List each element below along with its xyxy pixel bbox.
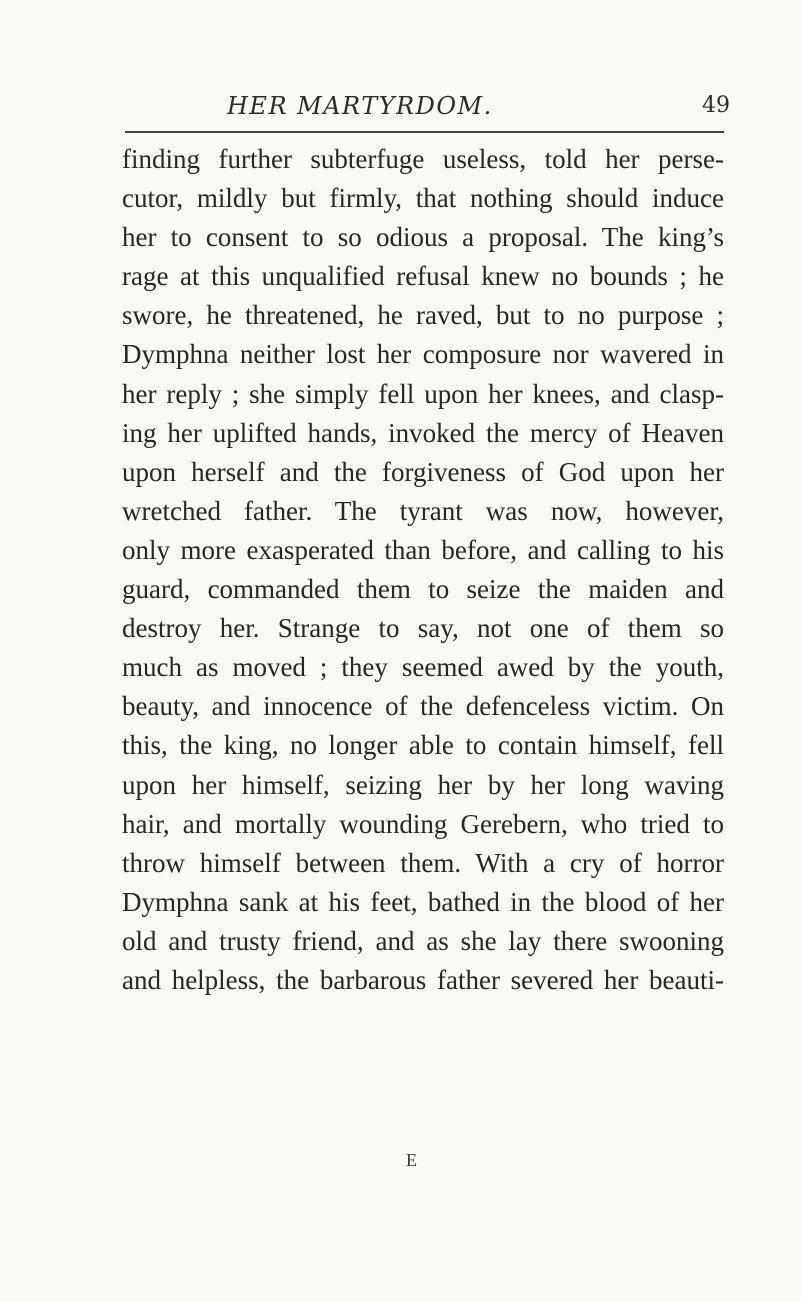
text-line: her reply ; she simply fell upon her knees, and clasp- <box>122 378 724 409</box>
body-text <box>122 140 724 1000</box>
signature-mark: E <box>406 1150 417 1170</box>
text-line: her to consent to so odious a proposal. The king’s <box>122 222 724 253</box>
text-line: wretched father. The tyrant was now, however, <box>122 495 724 526</box>
text-line: throw himself between them. With a cry of horror <box>122 847 724 878</box>
page-number: 49 <box>702 93 730 118</box>
text-line: rage at this unqualified refusal knew no bounds ; he <box>122 261 724 292</box>
text-line: upon her himself, seizing her by her long waving <box>122 769 724 800</box>
text-line: finding further subterfuge useless, told her perse- <box>122 144 724 174</box>
text-line: beauty, and innocence of the defenceless victim. On <box>122 691 724 722</box>
text-line: only more exasperated than before, and calling to his <box>122 534 724 565</box>
text-line: upon herself and the forgiveness of God upon her <box>122 456 724 487</box>
text-line: much as moved ; they seemed awed by the youth, <box>122 652 724 683</box>
text-line: Dymphna neither lost her composure nor wavered in <box>122 339 724 370</box>
text-line: and helpless, the barbarous father severed her beauti- <box>122 964 724 995</box>
text-line: cutor, mildly but firmly, that nothing should induce <box>122 183 724 214</box>
text-line: hair, and mortally wounding Gerebern, who tried to <box>122 808 724 839</box>
text-line: ing her uplifted hands, invoked the mercy of Heaven <box>122 417 724 448</box>
header-rule <box>125 131 724 133</box>
text-line: old and trusty friend, and as she lay there swooning <box>122 925 724 956</box>
running-title: HER MARTYRDOM. <box>227 92 493 120</box>
text-line: swore, he threatened, he raved, but to no purpose ; <box>122 300 724 331</box>
text-line: Dymphna sank at his feet, bathed in the blood of her <box>122 886 724 917</box>
text-line: guard, commanded them to seize the maiden and <box>122 574 724 605</box>
text-line: this, the king, no longer able to contain himself, fell <box>122 730 724 761</box>
text-line: destroy her. Strange to say, not one of them so <box>122 613 724 644</box>
